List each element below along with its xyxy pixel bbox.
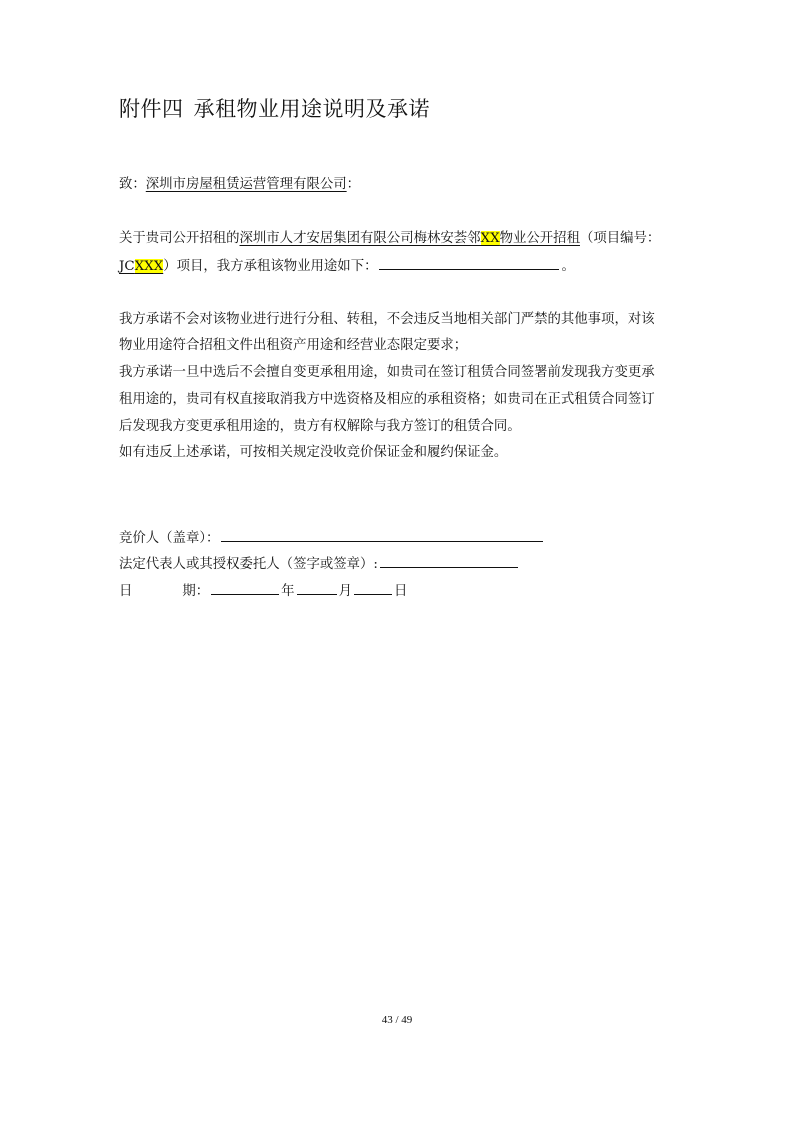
project-closing: ）项目，我方承租该物业用途如下： [163,259,378,274]
bidder-seal-field[interactable] [221,528,543,542]
project-lead: 关于贵司公开招租的 [119,231,240,246]
page-number: 43 / 49 [381,1014,413,1026]
project-code-placeholder: XXX [134,259,164,274]
project-code-label: （项目编号： [579,231,661,246]
representative-label: 法定代表人或其授权委托人（签字或签章）: [119,557,378,572]
appendix-number: 附件四 [119,97,184,121]
commitment-line-5: 后发现我方变更承租用途的，贵方有权解除与我方签订的租赁合同。 [119,419,521,434]
commitment-line-1: 我方承诺不会对该物业进行进行分租、转租，不会违反当地相关部门严禁的其他事项，对该 [119,312,655,327]
bidder-line [119,528,545,549]
project-name-end: 物业公开招租 [499,231,580,246]
date-label-2: 期： [182,584,210,599]
date-day-field[interactable] [354,581,392,595]
appendix-title: 承租物业用途说明及承诺 [193,97,430,121]
date-line [119,581,407,602]
commitment-line-3: 我方承诺一旦中选后不会擅自变更承租用途，如贵司在签订租赁合同签署前发现我方变更承 [119,365,655,380]
bidder-label: 竞价人（盖章）： [119,531,220,546]
commitment-line-4: 租用途的，贵司有权直接取消我方中选资格及相应的承租资格；如贵司在正式租赁合同签订 [119,392,655,407]
date-month-label: 月 [338,584,352,599]
date-year-label: 年 [281,584,295,599]
representative-line [119,554,520,575]
addressee-prefix: 致： [119,177,146,192]
project-code-prefix: JC [119,259,135,274]
addressee-line [119,175,360,195]
project-placeholder: XX [480,231,500,246]
commitment-line-6: 如有违反上述承诺，可按相关规定没收竞价保证金和履约保证金。 [119,445,508,460]
date-day-label: 日 [393,584,408,599]
project-end-mark: 。 [561,259,575,274]
project-line-2 [119,256,575,277]
addressee-suffix: ： [346,177,361,192]
usage-blank-field[interactable] [379,256,559,270]
project-line-1 [119,229,660,249]
date-month-field[interactable] [297,581,337,595]
date-label-1: 日 [119,584,133,599]
project-name-start: 深圳市人才安居集团有限公司梅林安荟邻 [239,231,481,246]
date-year-field[interactable] [211,581,279,595]
commitment-line-2: 物业用途符合招租文件出租资产用途和经营业态限定要求； [119,338,468,353]
page-title [119,93,430,123]
addressee-company: 深圳市房屋租赁运营管理有限公司 [145,177,347,192]
representative-signature-field[interactable] [380,554,518,568]
